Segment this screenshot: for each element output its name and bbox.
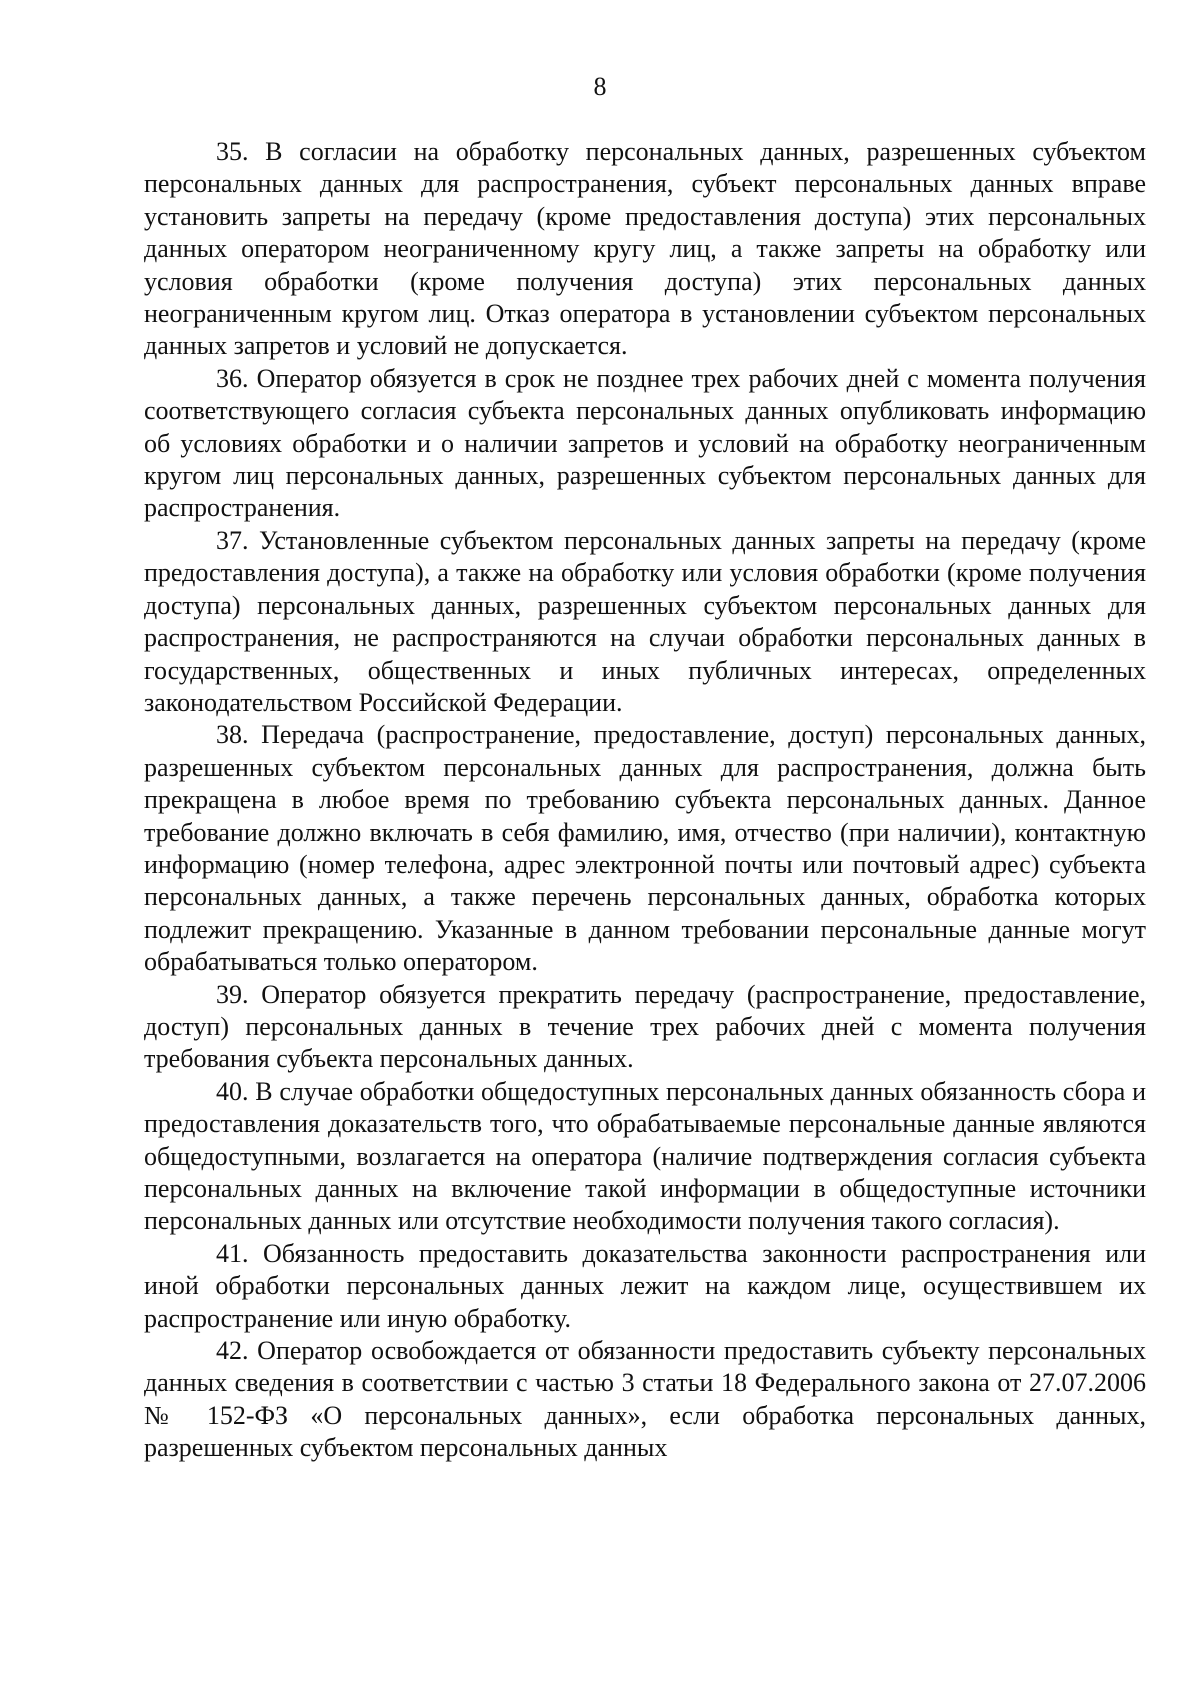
page-number: 8 xyxy=(593,72,607,101)
clause-text: В согласии на обработку персональных данных, разрешенных субъектом персональных данных для распространения, субъект персональных данных вправе установить запреты на передачу (кроме предоставления доступа) этих персональных данных оператором неограниченному кругу лиц, а также запреты на обработку или условия обработки (кроме получения доступа) этих персональных данных неограниченным кругом лиц. Отказ оператора в установлении субъектом персональных данных запретов и условий не допускается. xyxy=(144,137,1147,361)
clause-41 xyxy=(144,1238,1146,1335)
clause-number: 41. xyxy=(216,1238,249,1268)
clause-text: Оператор освобождается от обязанности предоставить субъекту персональных данных сведения в соответствии с частью 3 статьи 18 Федерального закона от 27.07.2006 № 152-ФЗ «О персональных данных», если обработка персональных данных, разрешенных субъектом персональных данных xyxy=(144,1336,1147,1463)
clause-text: В случае обработки общедоступных персональных данных обязанность сбора и предоставления доказательств того, что обрабатываемые персональные данные являются общедоступными, возлагается на оператора (наличие подтверждения согласия субъекта персональных данных на включение такой информации в общедоступные источники персональных данных или отсутствие необходимости получения такого согласия). xyxy=(144,1076,1147,1236)
clause-42 xyxy=(144,1335,1146,1465)
clause-number: 39. xyxy=(216,979,249,1009)
clause-text: Оператор обязуется в срок не позднее трех рабочих дней с момента получения соответствующего согласия субъекта персональных данных опубликовать информацию об условиях обработки и о наличии запретов и условий на обработку неограниченным кругом лиц персональных данных, разрешенных субъектом персональных данных для распространения. xyxy=(144,363,1147,523)
clause-36 xyxy=(144,363,1146,525)
clause-text: Оператор обязуется прекратить передачу (распространение, предоставление, доступ) персональных данных в течение трех рабочих дней с момента получения требования субъекта персональных данных. xyxy=(144,979,1147,1074)
clause-number: 38. xyxy=(216,720,249,750)
clause-number: 36. xyxy=(216,363,249,393)
clause-text: Обязанность предоставить доказательства законности распространения или иной обработки персональных данных лежит на каждом лице, осуществившем их распространение или иную обработку. xyxy=(144,1238,1147,1333)
clause-35 xyxy=(144,136,1146,363)
clause-text: Передача (распространение, предоставление, доступ) персональных данных, разрешенных субъектом персональных данных для распространения, должна быть прекращена в любое время по требованию субъекта персональных данных. Данное требование должно включать в себя фамилию, имя, отчество (при наличии), контактную информацию (номер телефона, адрес электронной почты или почтовый адрес) субъекта персональных данных, а также перечень персональных данных, обработка которых подлежит прекращению. Указанные в данном требовании персональные данные могут обрабатываться только оператором. xyxy=(144,720,1146,977)
clause-text: Установленные субъектом персональных данных запреты на передачу (кроме предоставления доступа), а также на обработку или условия обработки (кроме получения доступа) персональных данных, разрешенных субъектом персональных данных для распространения, не распространяются на случаи обработки персональных данных в государственных, общественных и иных публичных интересах, определенных законодательством Российской Федерации. xyxy=(144,525,1147,717)
clause-number: 37. xyxy=(216,525,249,555)
clause-39 xyxy=(144,979,1146,1076)
clause-number: 35. xyxy=(216,137,249,166)
clause-number: 40. xyxy=(216,1076,249,1106)
clause-40 xyxy=(144,1076,1146,1238)
clause-38 xyxy=(144,719,1146,978)
clause-number: 42. xyxy=(216,1336,249,1366)
document-body xyxy=(144,136,1146,1465)
clause-37 xyxy=(144,525,1146,719)
